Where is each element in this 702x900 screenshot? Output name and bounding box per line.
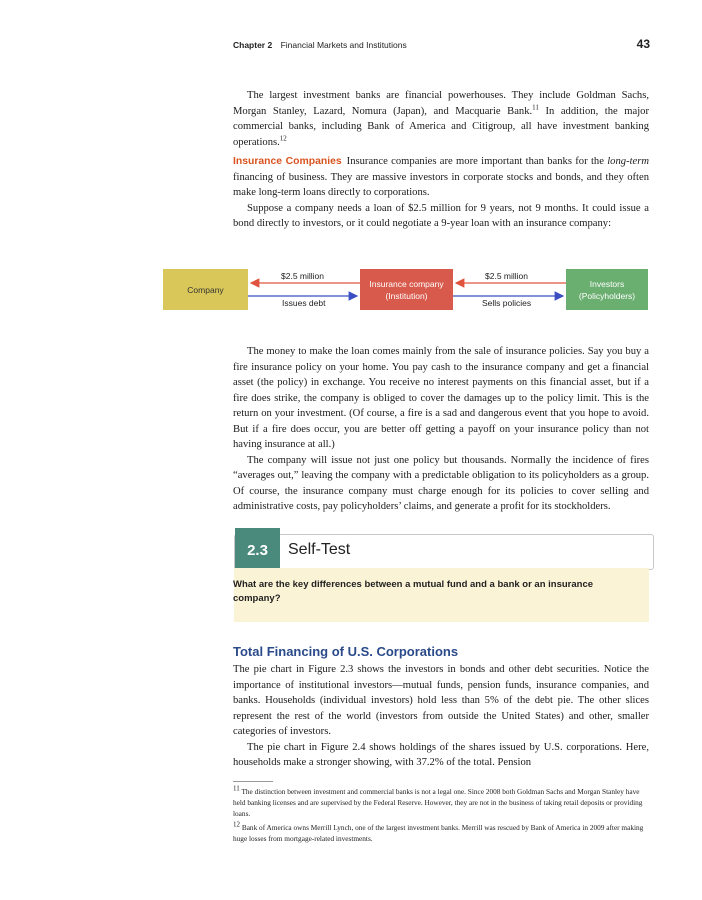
para-text: financing of business. They are massive investors in corporate stocks and bonds, and they often make long-term loans directly to corporations.: [233, 171, 649, 198]
self-test-number-badge: 2.3: [235, 528, 280, 573]
total-financing-paragraphs: [233, 662, 649, 771]
right-money-label: $2.5 million: [485, 271, 528, 281]
footnote-12: [233, 822, 651, 844]
para-text: The largest investment banks are financial powerhouses. They include Goldman Sachs, Morgan Stanley, Lazard, Nomura (Japan), and Macquarie Bank.: [233, 90, 649, 117]
emphasis-text: long-term: [607, 156, 650, 167]
policyholders-label: (Policyholders): [578, 290, 636, 301]
chapter-label: Chapter 2: [233, 40, 273, 50]
company-label: Company: [187, 284, 224, 295]
para-text: The pie chart in Figure 2.4 shows holdings of the shares issued by U.S. corporations. Here, households make a stronger showing, with 37.2% of the total. Pension: [233, 741, 649, 768]
footnotes: [233, 786, 651, 846]
footnote-text: Bank of America owns Merrill Lynch, one of the largest investment banks. Merrill was rescued by Bank of America in 2009 after making huge losses from mortgage-related investments.: [233, 822, 644, 843]
investors-box: [566, 269, 648, 310]
para-text: Insurance companies are more important than banks for the: [346, 156, 608, 167]
self-test-title: Self-Test: [288, 541, 351, 558]
company-box: [163, 269, 248, 310]
page-number: 43: [636, 37, 650, 51]
para-text: The company will issue not just one policy but thousands. Normally the incidence of fires “averages out,” leaving the company with a predictable obligation to its policyholders as a group. Of course, the insurance company must charge enough for its policies to cover selling and administrative costs, pay policyholders’ claims, and generate a profit for its stockholders.: [233, 454, 649, 512]
footnote-text: The distinction between investment and commercial banks is not a legal one. Since 2008 both Goldman Sachs and Morgan Stanley have held banking licenses and are supervised by the Federal Reserve. However, they are not in the business of taking retail deposits or providing loans.: [233, 787, 643, 819]
para-text: The money to make the loan comes mainly from the sale of insurance policies. Say you buy a fire insurance policy on your home. You pay cash to the insurance company and get a financial asset (the policy) in exchange. You receive no interest payments on this financial asset, but if a fire does strike, the company is obliged to cover the damages up to the policy limit. This is the return on your investment. (Of course, a fire is a sad and dangerous event that you hope to avoid. But if a fire does occur, you are better off getting a payoff on your insurance policy than not having insurance at all.): [233, 346, 649, 450]
self-test-question: What are the key differences between a mutual fund and a bank or an insurance company?: [233, 579, 594, 604]
investors-label: Investors: [589, 278, 625, 289]
insurance-money-paragraphs: [233, 344, 649, 515]
footnote-ref-12[interactable]: 12: [279, 133, 287, 142]
issues-debt-label: Issues debt: [282, 298, 326, 308]
chapter-title: Financial Markets and Institutions: [280, 40, 407, 50]
para-text: Suppose a company needs a loan of $2.5 million for 9 years, not 9 months. It could issue a bond directly to investors, or it could negotiate a 9-year loan with an insurance company:: [233, 202, 649, 229]
footnote-rule: [233, 781, 273, 782]
footnote-11: [233, 786, 651, 820]
insurance-label: Insurance company: [369, 278, 444, 289]
footnote-ref-11[interactable]: 11: [532, 102, 539, 111]
section-heading: Total Financing of U.S. Corporations: [233, 644, 459, 659]
left-money-label: $2.5 million: [281, 271, 324, 281]
institution-label: (Institution): [385, 290, 428, 301]
footnote-number: 12: [233, 820, 240, 829]
insurance-company-box: [360, 269, 453, 310]
sells-policies-label: Sells policies: [482, 298, 532, 308]
footnote-number: 11: [233, 784, 240, 793]
run-in-heading: Insurance Companies: [233, 156, 342, 167]
para-text: In addition, the major commercial banks, including Bank of America and Citigroup, all have investment banking operations.: [233, 105, 649, 148]
para-text: The pie chart in Figure 2.3 shows the investors in bonds and other debt securities. Notice the importance of institutional investors—mutual funds, pension funds, insurance companies, and banks. Households (individual investors) hold less than 5% of the debt pie. The other slices represent the rest of the world (investors from outside the United States) and other, smaller categories of investors.: [233, 664, 649, 737]
